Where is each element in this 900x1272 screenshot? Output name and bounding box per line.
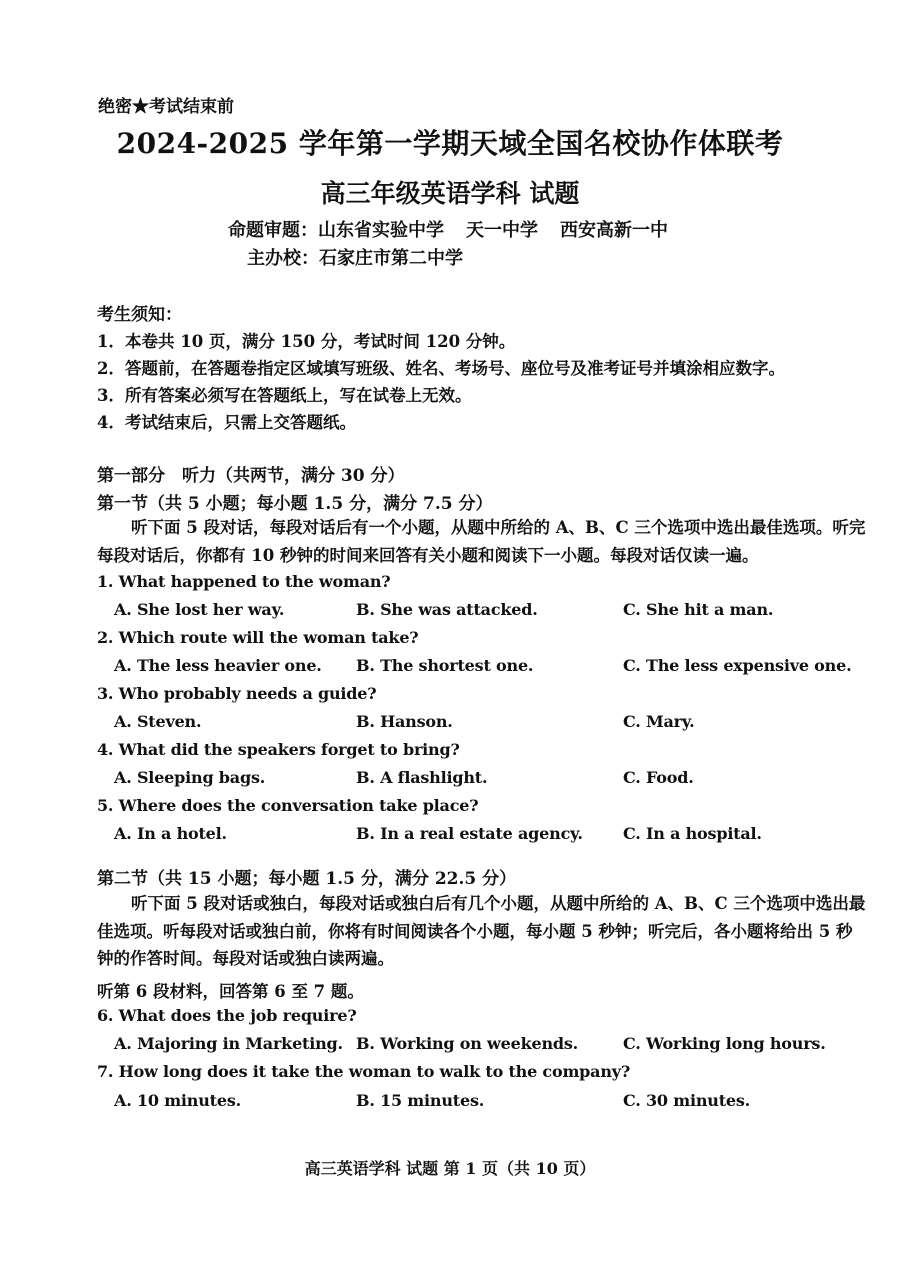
option-b: B. Working on weekends. <box>356 1034 579 1053</box>
material-note: 听第 6 段材料，回答第 6 至 7 题。 <box>97 982 364 1001</box>
host-school: 主办校：石家庄市第二中学 <box>247 248 463 269</box>
option-b: B. In a real estate agency. <box>356 824 583 843</box>
option-c: C. Food. <box>623 768 694 787</box>
setter-school: 山东省实验中学 <box>318 220 444 241</box>
notice-item: 3．所有答案必须写在答题纸上，写在试卷上无效。 <box>97 386 472 405</box>
option-c: C. She hit a man. <box>623 600 774 619</box>
exam-subtitle: 高三年级英语学科 试题 <box>320 179 580 208</box>
question: 3. Who probably needs a guide? <box>97 684 377 703</box>
notice-heading: 考生须知： <box>97 305 182 325</box>
option-a: A. In a hotel. <box>114 824 227 843</box>
question: 1. What happened to the woman? <box>97 572 391 591</box>
option-c: C. Mary. <box>623 712 695 731</box>
question: 5. Where does the conversation take place? <box>97 796 479 815</box>
notice-item: 2．答题前，在答题卷指定区域填写班级、姓名、考场号、座位号及准考证号并填涂相应数字。 <box>97 359 785 378</box>
option-c: C. The less expensive one. <box>623 656 852 675</box>
confidential-label: 绝密★考试结束前 <box>98 97 234 117</box>
option-a: A. Majoring in Marketing. <box>114 1034 343 1053</box>
setters-label: 命题审题： <box>228 220 318 241</box>
section1-heading: 第一节（共 5 小题；每小题 1.5 分，满分 7.5 分） <box>97 494 493 514</box>
notice-item: 1．本卷共 10 页，满分 150 分，考试时间 120 分钟。 <box>97 332 516 351</box>
option-c: C. 30 minutes. <box>623 1091 751 1110</box>
notice-item: 4．考试结束后，只需上交答题纸。 <box>97 413 356 432</box>
option-c: C. Working long hours. <box>623 1034 826 1053</box>
setter-school: 天一中学 <box>466 220 538 241</box>
option-a: A. She lost her way. <box>114 600 285 619</box>
option-b: B. The shortest one. <box>356 656 534 675</box>
option-a: A. The less heavier one. <box>114 656 322 675</box>
section1-instructions: 听下面 5 段对话，每段对话后有一个小题，从题中所给的 A、B、C 三个选项中选出最佳选项。听完每段对话后，你都有 10 秒钟的时间来回答有关小题和阅读下一小题。每段对话仅读一遍。 <box>97 518 866 565</box>
option-b: B. Hanson. <box>356 712 453 731</box>
setter-school: 西安高新一中 <box>560 220 668 241</box>
option-a: A. 10 minutes. <box>114 1091 242 1110</box>
setters-line <box>228 216 668 242</box>
question: 7. How long does it take the woman to walk to the company? <box>97 1062 631 1081</box>
section2-instructions: 听下面 5 段对话或独白，每段对话或独白后有几个小题，从题中所给的 A、B、C 三个选项中选出最佳选项。听每段对话或独白前，你将有时间阅读各个小题，每小题 5 秒钟；听完后，各小题将给出 5 秒钟的作答时间。每段对话或独白读两遍。 <box>97 894 866 968</box>
option-b: B. A flashlight. <box>356 768 488 787</box>
option-b: B. 15 minutes. <box>356 1091 485 1110</box>
section2-heading: 第二节（共 15 小题；每小题 1.5 分，满分 22.5 分） <box>97 869 517 889</box>
exam-title: 2024-2025 学年第一学期天域全国名校协作体联考 <box>116 127 784 160</box>
question: 4. What did the speakers forget to bring? <box>97 740 460 759</box>
question: 6. What does the job require? <box>97 1006 357 1025</box>
page-footer: 高三英语学科 试题 第 1 页（共 10 页） <box>304 1159 596 1178</box>
question: 2. Which route will the woman take? <box>97 628 419 647</box>
option-a: A. Sleeping bags. <box>114 768 266 787</box>
option-b: B. She was attacked. <box>356 600 538 619</box>
option-a: A. Steven. <box>114 712 202 731</box>
option-c: C. In a hospital. <box>623 824 762 843</box>
part1-heading: 第一部分 听力（共两节，满分 30 分） <box>97 466 405 486</box>
